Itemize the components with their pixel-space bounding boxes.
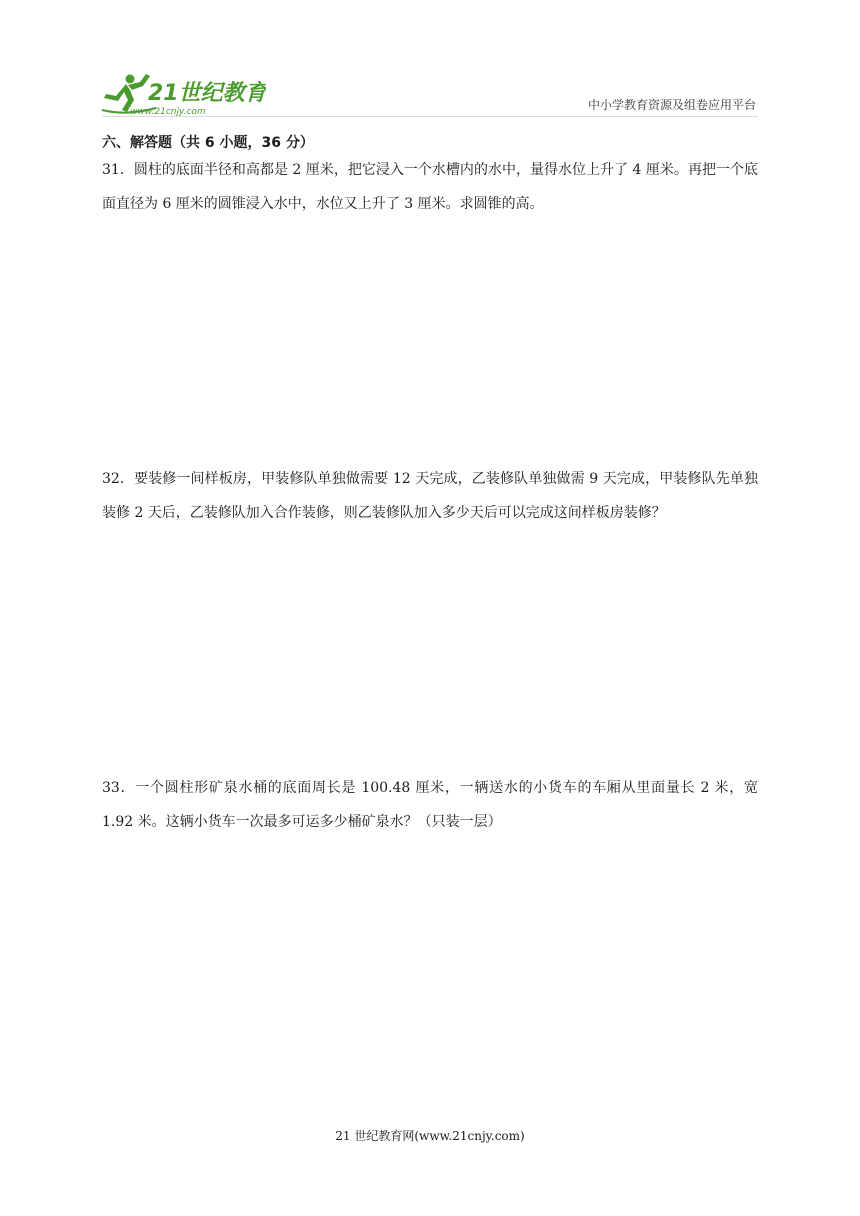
runner-logo-icon <box>96 70 266 118</box>
platform-title: 中小学教育资源及组卷应用平台 <box>587 98 756 112</box>
site-logo <box>96 70 266 118</box>
question-31: 31．圆柱的底面半径和高都是 2 厘米，把它浸入一个水槽内的水中，量得水位上升了 4 厘米。再把一个底面直径为 6 厘米的圆锥浸入水中，水位又上升了 3 厘米。求圆锥的高。 <box>102 162 758 212</box>
logo-text: 21世纪教育 <box>148 81 266 106</box>
question-32: 32．要装修一间样板房，甲装修队单独做需要 12 天完成，乙装修队单独做需 9 天完成，甲装修队先单独装修 2 天后，乙装修队加入合作装修，则乙装修队加入多少天后可以完成这间样板房装修？ <box>102 471 758 521</box>
section-title: 六、解答题（共 6 小题，36 分） <box>102 135 314 151</box>
question-33: 33．一个圆柱形矿泉水桶的底面周长是 100.48 厘米，一辆送水的小货车的车厢从里面量长 2 米，宽 1.92 米。这辆小货车一次最多可运多少桶矿泉水？（只装一层） <box>102 780 758 830</box>
header-divider <box>102 116 758 117</box>
logo-url: www.21cnjy.com <box>130 107 206 117</box>
page-footer: 21 世纪教育网(www.21cnjy.com) <box>335 1129 525 1143</box>
